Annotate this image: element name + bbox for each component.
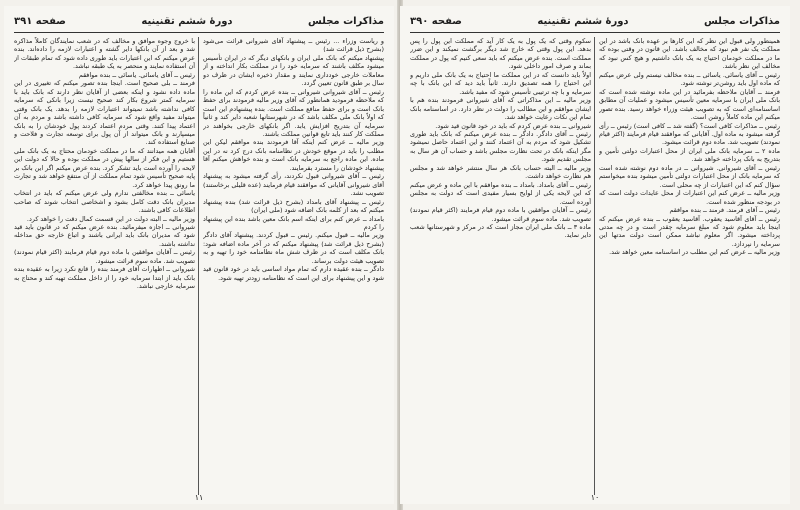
paragraph: شیروانی ــ بنده عرض کردم که باید در خود قانون قید شود. xyxy=(435,121,591,130)
right-page-number: صفحه ۳۹۰ xyxy=(410,15,462,27)
paragraph: فرمند ــ بلی صحیح است. اینجا بنده تصور میکنم که تغییری در این ماده داده نشود و اینکه بعضی از آقایان نظر دارند که بانک باید با سرمایه کمتر شروع بکار کند صحیح نیست زیرا بانکی که سرمایه کافی نداشته باشد نمیتواند اعتبارات لازمه را بدهد. یک بانک وقتی میتواند مفید واقع شود که سرمایه کافی داشته باشد و مردم به آن اعتماد پیدا کنند. وقتی مردم اعتماد کردند پول خودشان را به بانک میسپارند و بانک میتواند از آن پول برای توسعه تجارت و فلاحت و صنایع استفاده کند. xyxy=(14,79,195,147)
paragraph: رئیس ــ آقایان موافقین با ماده دوم قیام فرمایند (اکثر قیام نمودند) تصویب شد. ماده سوم قرائت میشود. xyxy=(14,248,195,265)
paragraph: ماده ۳ ــ بانک ملی ایران مجاز است که در مرکز و شهرستانها شعب دایر نماید. xyxy=(410,222,591,240)
left-page-footer-number: ۱۱ xyxy=(194,493,204,502)
right-page-header xyxy=(410,12,780,33)
paragraph: وزیر مالیه ــ عرض کنم اینکه آقا فرمودند بنده موافقم لیکن این مطلب را باید در موقع خودش در نظامنامه بانک درج کرد نه در این ماده. این ماده راجع به سرمایه بانک است و بنده خواهش میکنم آقا پیشنهاد خودشان را مسترد بفرمایند. xyxy=(203,138,384,172)
paragraph: رئیس ــ آقای شیروانی. شیروانی ــ در ماده دوم نوشته شده است که سرمایه بانک از محل اعتبارات دولتی تأمین میشود بنده میخواستم سؤال کنم که این اعتبارات از چه محلی است. xyxy=(599,163,780,189)
paragraph: یاسائی ــ بنده مخالفتی ندارم ولی عرض میکنم که باید در انتخاب مدیران بانک دقت کامل بشود و اشخاصی انتخاب شوند که صاحب اطلاعات کافی باشند. xyxy=(14,189,195,215)
paragraph: اولاً باید دانست که در این مملکت ما احتیاج به یک بانک ملی داریم و این احتیاج را همه تصدیق دارند. ثانیاً باید دید که این بانک با چه سرمایه و با چه ترتیبی تأسیس شود که مفید باشد. xyxy=(410,70,591,96)
paragraph: رئیس ــ آقای فرمند. فرمند ــ بنده موافقم xyxy=(669,206,780,215)
paragraph: وزیر مالیه ــ عرض کنم این مطلب در اساسنامه معین خواهد شد. xyxy=(609,248,780,257)
paragraph: رئیس ــ آقای یاسائی. یاسائی ــ بنده موافقم xyxy=(78,70,195,79)
paragraph: رئیس ــ پیشنهاد آقای بامداد (بشرح ذیل قرائت شد) بنده پیشنهاد میکنم که بعد از کلمه بانک اضافه شود (ملی ایران) xyxy=(203,197,384,215)
left-page-number: صفحه ۳۹۱ xyxy=(14,15,66,27)
left-session-title: دورهٔ ششم تقنینیه xyxy=(141,15,233,27)
paragraph: شیروانی ــ اجازه میفرمائید. بنده عرض میکنم که در قانون باید قید شود که مدیران بانک باید ایرانی باشند و اتباع خارجه حق مداخله نداشته باشند. xyxy=(14,222,195,248)
right-page-columns xyxy=(410,37,780,495)
left-running-title: مذاکرات مجلس xyxy=(307,15,384,27)
paragraph: سکوم وقتی که یک پول به یک کار آید که مملکت این پول را پس بدهد. این پول وقتی که خارج شد دیگر برگشت نمیکند و این ضرر مملکت است. بنده عرض میکنم که باید سعی کنیم که پول در مملکت بماند و صرف امور داخلی شود. xyxy=(410,37,591,71)
paragraph: پیشنهاد میکنم که بانک ملی ایران و بانکهای دیگر که در ایران تأسیس میشود مکلف باشند که سرمایه خود را در مملکت بکار انداخته و از معاملات خارجی خودداری نمایند و مقدار ذخیره ایشان در ظرف دو سال بر طبق قانون تعیین گردد. xyxy=(203,53,384,88)
paragraph: رئیس ــ آقای یاسائی. یاسائی ــ بنده مخالف نیستم ولی عرض میکنم که ماده اول باید روشن‌تر نوشته شود. xyxy=(599,70,780,88)
paragraph: رئیس ــ آقای دادگر. دادگر ــ بنده عرض میکنم که بانک باید طوری تشکیل شود که مردم به آن اعتماد کنند و این اعتماد حاصل نمیشود مگر اینکه بانک در تحت نظارت مجلس باشد و حساب آن هر سال به مجلس تقدیم شود. xyxy=(410,129,591,164)
paragraph: رئیس ــ آقای شیروانی قبول نکردند، رأی گرفته میشود به پیشنهاد آقای شیروانی آقایانی که موافقند قیام فرمایند (عده قلیلی برخاستند) تصویب نشد. xyxy=(203,172,384,198)
paragraph: شیروانی ــ اظهارات آقای فرمند بنده را قانع نکرد زیرا به عقیده بنده بانک باید از ابتدا سرمایه خود را از داخل مملکت تهیه کند و محتاج به سرمایه خارجی نباشد. xyxy=(14,265,195,291)
paragraph: بامداد ــ عرض کنم برای اینکه اسم بانک معین باشد بنده این پیشنهاد را کردم xyxy=(203,214,384,231)
column-divider xyxy=(198,37,199,495)
column-divider xyxy=(594,37,595,495)
paragraph: رئیس ــ آقای بامداد. بامداد ــ بنده موافقم با این ماده و عرض میکنم که این لایحه یکی از لوایح بسیار مفیدی است که دولت به مجلس آورده است. xyxy=(410,180,591,206)
paragraph: وزیر مالیه ــ البته دولت در این قسمت کمال دقت را خواهد کرد. xyxy=(26,214,195,223)
left-page-header xyxy=(14,12,384,33)
right-page-footer-number: ۱۰ xyxy=(590,493,600,502)
right-session-title: دورهٔ ششم تقنینیه xyxy=(537,15,629,27)
paragraph: وزیر مالیه ــ البته حساب بانک هر سال منتشر خواهد شد و مجلس هم نظارت خواهد داشت. xyxy=(410,163,591,181)
right-page-left-column xyxy=(410,37,591,495)
paragraph: و ریاست وزراء ... رئیس ــ پیشنهاد آقای شیروانی قرائت می‌شود (بشرح ذیل قرائت شد) xyxy=(203,37,384,54)
paragraph: وزیر مالیه ــ قبول میکنم. رئیس ــ قبول کردند. پیشنهاد آقای دادگر (بشرح ذیل قرائت شد) پیشنهاد میکنم که در آخر ماده اضافه شود: بانک مکلف است که در ظرف شش ماه نظامنامه خود را تهیه و به تصویب هیئت دولت برساند. xyxy=(203,231,384,265)
paragraph: فرمند ــ آقایان ملاحظه بفرمائید در این ماده نوشته شده است که بانک ملی ایران با سرمایه معین تأسیس میشود و عملیات آن مطابق اساسنامه‌ای است که به تصویب هیئت وزراء خواهد رسید. بنده تصور میکنم این ماده کاملاً روشن است. xyxy=(599,87,780,122)
paragraph: آقایان همه میدانند که ما در مملکت خودمان محتاج به یک بانک ملی هستیم و این فکر از سالها پیش در مملکت بوده و حالا که دولت این لایحه را آورده است باید تشکر کرد. بنده عرض میکنم اگر این بانک بر پایه صحیح تأسیس شود تمام مملکت از آن منتفع خواهد شد و تجارت ما رونق پیدا خواهد کرد. xyxy=(14,146,195,189)
left-page-columns xyxy=(14,37,384,495)
paragraph: رئیس ــ آقایان موافقین با ماده دوم قیام فرمایند (اکثر قیام نمودند) تصویب شد. ماده سوم قرائت میشود. xyxy=(410,206,591,223)
left-page-left-column xyxy=(14,37,195,495)
paragraph: وزیر مالیه ــ عرض کنم این اعتبارات از محل عایدات دولت است که در بودجه منظور شده است. xyxy=(599,189,780,206)
right-page xyxy=(400,6,790,504)
right-running-title: مذاکرات مجلس xyxy=(703,15,780,27)
right-page-right-column xyxy=(599,37,780,495)
paragraph: ماده ۲ ــ سرمایه بانک ملی ایران از محل اعتبارات دولتی تأمین و بتدریج به بانک پرداخته خواهد شد. xyxy=(599,146,780,164)
paragraph: با خروج وجوه موافق و مخالف که در شعب نمایندگان کاملاً مذاکره شد و بعد از آن بانکها دایر گشته و اعتبارات لازمه را داده‌اند. بنده عرض میکنم که این اعتبارات باید طوری داده شود که تمام طبقات از آن استفاده نمایند و منحصر به یک طبقه نباشد. xyxy=(14,37,195,71)
left-page-right-column xyxy=(203,37,384,495)
paragraph: وزیر مالیه ــ این مذاکراتی که آقای شیروانی فرمودند بنده هم با ایشان موافقم و این مطالب را دولت در نظر دارد. در اساسنامه بانک تمام این نکات رعایت خواهد شد. xyxy=(410,96,591,122)
paragraph: همینطور ولی قبول این نظر که این کارها بر عهده بانک باشد در این مملکت یک نفر هم نبود که مخالف باشد. این قانون در وقتی بوده که ما در مملکت خودمان احتیاج به یک بانک داشتیم و هیچ کس نبود که مخالف این نظر باشد. xyxy=(599,37,780,71)
paragraph: رئیس ــ آقای شیروانی شیروانی ــ بنده عرض کردم که این ماده را که ملاحظه فرمودید همانطور که آقای وزیر مالیه فرمودند برای حفظ بانک است و برای حفظ منافع مملکت است. بنده پیشنهادم این است که اولاً بانک ملی مکلف باشد که در شهرستانها شعبه دایر کند و ثانیاً سرمایه آن بتدریج افزایش یابد. اگر بانکهای خارجی بخواهند در مملکت کار کنند باید تابع قوانین مملکت باشند. xyxy=(203,87,384,138)
left-page xyxy=(4,6,394,504)
paragraph: رئیس ــ مذاکرات کافی است؟ (گفته شد ــ کافی است) رئیس ــ رأی گرفته میشود به ماده اول. آقایانی که موافقند قیام فرمایند (اکثر قیام نمودند) تصویب شد. ماده دوم قرائت میشود. xyxy=(599,121,780,147)
paragraph: دادگر ــ بنده عقیده دارم که تمام مواد اساسی باید در خود قانون قید شود و این پیشنهاد برای این است که نظامنامه زودتر تهیه شود. xyxy=(203,265,384,282)
paragraph: رئیس ــ آقای آقاسید یعقوب. آقاسید یعقوب ــ بنده عرض میکنم که اینجا باید معلوم شود که مبلغ سرمایه چقدر است و در چه مدتی پرداخته میشود. اگر معلوم نباشد ممکن است دولت مدتها این سرمایه را نپردازد. xyxy=(599,214,780,248)
